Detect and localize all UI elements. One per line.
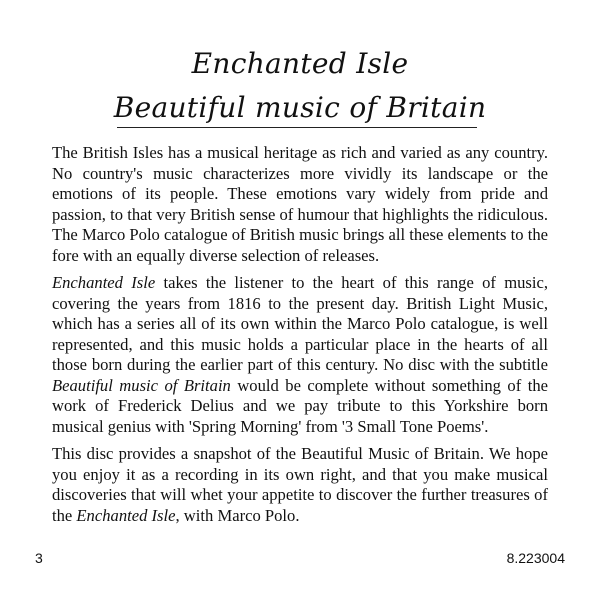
- title-block: [0, 42, 600, 130]
- body-text: [52, 143, 548, 533]
- italic-subtitle: Beautiful music of Britain: [52, 375, 231, 395]
- catalogue-number: 8.223004: [506, 550, 565, 566]
- italic-album-title: Enchanted Isle: [52, 273, 156, 292]
- paragraph-2-text-b: would be complete without something of the work of Frederick Delius and we pay tribute to this Yorkshire born musical genius with 'Spring Morning' from '3 Small Tone Poems'.: [52, 375, 548, 436]
- page-number: 3: [35, 550, 43, 566]
- paragraph-2-text-a: takes the listener to the heart of this range of music, covering the years from 1816 to the present day. British Light Music, which has a series all of its own within the Marco Polo catalogue, is well represented, and this music holds a particular place in the hearts of all those born during the earlier part of this century. No disc with the subtitle: [52, 273, 548, 374]
- paragraph-2: [52, 273, 548, 437]
- paragraph-1: The British Isles has a musical heritage as rich and varied as any country. No country's music characterizes more vividly its landscape or the emotions of its people. These emotions vary widely from pride and passion, to that very British sense of humour that highlights the ridiculous. The Marco Polo catalogue of British music brings all these elements to the fore with an equally diverse selection of releases.: [52, 143, 548, 265]
- paragraph-3-text-a: This disc provides a snapshot of the Beautiful Music of Britain. We hope you enjoy it as a recording in its own right, and that you make musical discoveries that will whet your appetite to discover the further treasures of the: [52, 444, 548, 525]
- paragraph-3: [52, 444, 548, 526]
- italic-album-title-2: Enchanted Isle: [76, 505, 176, 525]
- paragraph-3-text-b: , with Marco Polo.: [175, 505, 300, 525]
- title-line-2: Beautiful music of Britain: [113, 91, 487, 124]
- title-underline: [117, 127, 477, 128]
- title-line-1: Enchanted Isle: [191, 47, 409, 80]
